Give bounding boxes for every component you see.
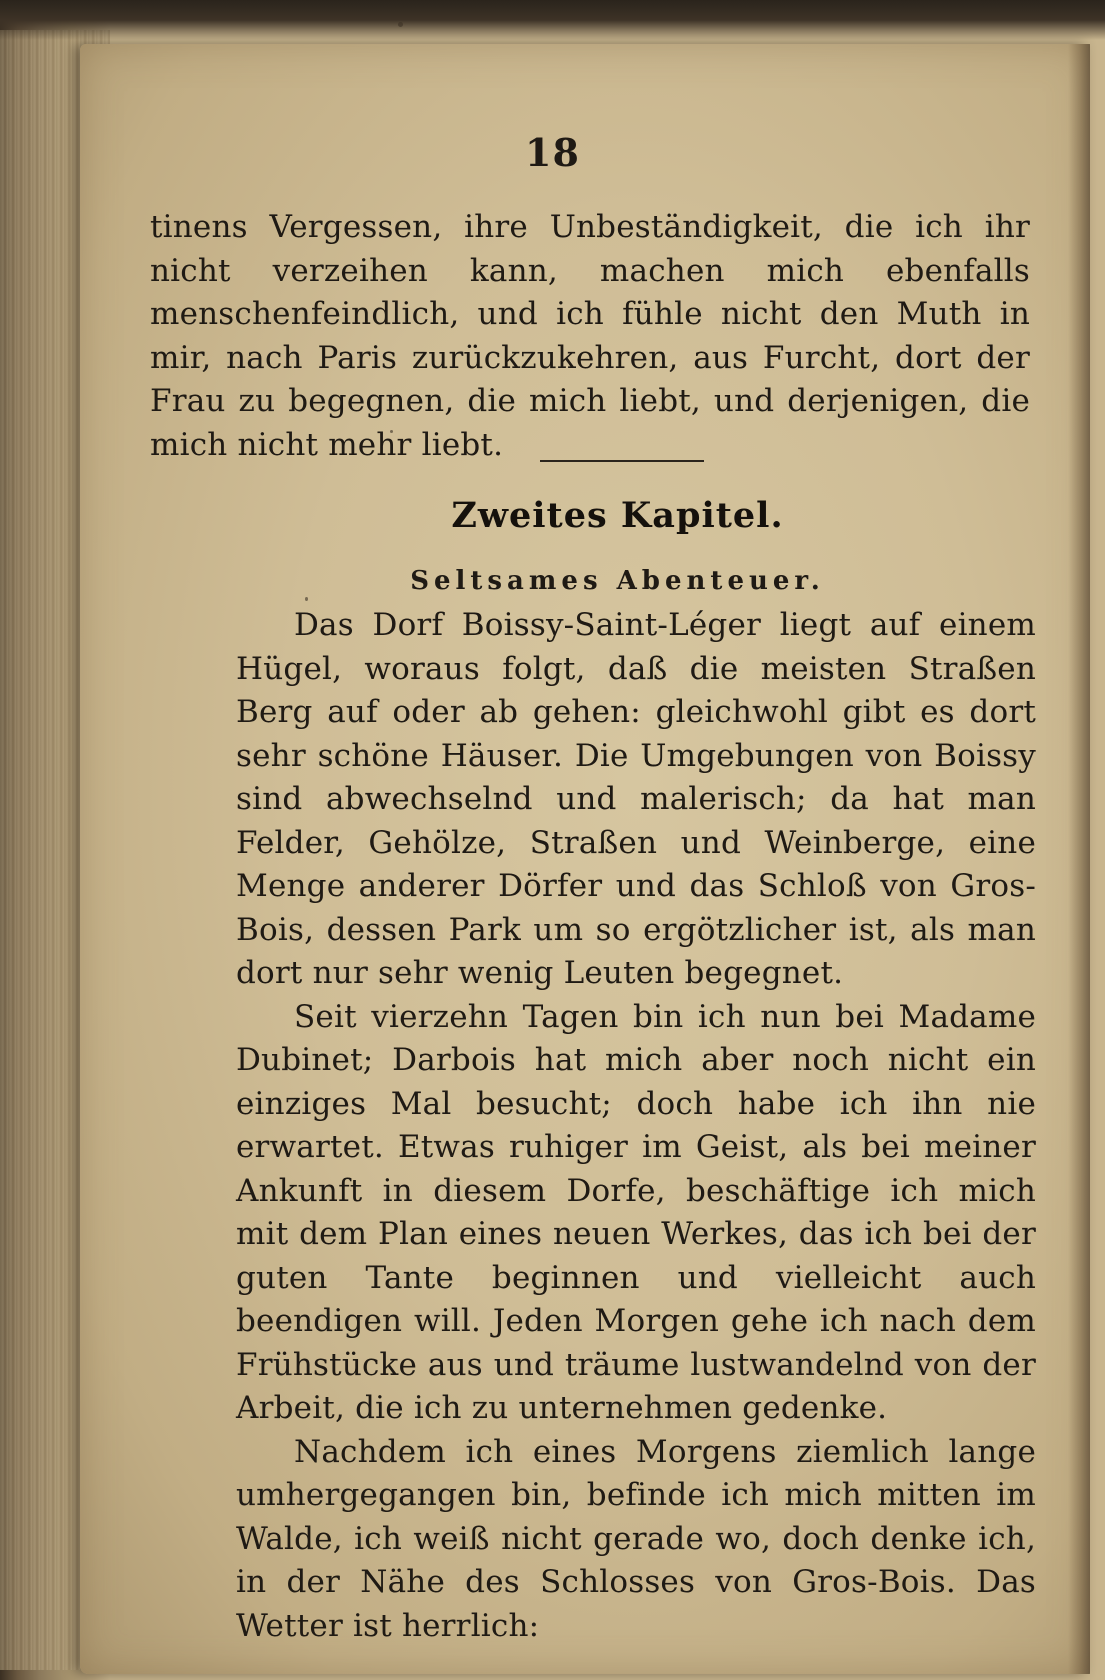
- page-number: 18: [525, 130, 580, 175]
- ink-speck: [398, 22, 403, 27]
- opening-paragraph: tinens Vergessen, ihre Unbeständigkeit, die ich ihr nicht verzeihen kann, machen mich ebenfalls menschenfeindlich, und ich fühle nicht den Muth in mir, nach Paris zurückzukehren, aus Furcht, dort der Frau zu begegnen, die mich liebt, und derjenigen, die mich nicht mehr liebt.: [150, 209, 1030, 463]
- chapter-subtitle: Seltsames Abenteuer.: [410, 566, 825, 596]
- paragraph: Seit vierzehn Tagen bin ich nun bei Madame Dubinet; Darbois hat mich aber noch nicht ein einziges Mal besucht; doch habe ich ihn nie erwartet. Etwas ruhiger im Geist, als bei meiner Ankunft in diesem Dorfe, beschäftige ich mich mit dem Plan eines neuen Werkes, das ich bei der guten Tante beginnen und vielleicht auch beendigen will. Jeden Morgen gehe ich nach dem Frühstücke aus und träume lustwandelnd von der Arbeit, die ich zu unternehmen gedenke.: [236, 998, 1036, 1426]
- top-shadow: [0, 0, 1105, 40]
- chapter-text-block: [236, 604, 1036, 1648]
- page-right-edge: [1068, 44, 1090, 1674]
- chapter-title: Zweites Kapitel.: [451, 495, 784, 536]
- chapter-divider-rule: [540, 460, 704, 462]
- opening-text-block: [150, 206, 1030, 467]
- paragraph: Das Dorf Boissy-Saint-Léger liegt auf einem Hügel, woraus folgt, daß die meisten Straßen Berg auf oder ab gehen: gleichwohl gibt es dort sehr schöne Häuser. Die Umgebungen von Boissy sind abwechselnd und malerisch; da hat man Felder, Gehölze, Straßen und Weinberge, eine Menge anderer Dörfer und das Schloß von Gros-Bois, dessen Park um so ergötzlicher ist, als man dort nur sehr wenig Leuten begegnet.: [236, 607, 1036, 991]
- paragraph: Nachdem ich eines Morgens ziemlich lange umhergegangen bin, befinde ich mich mitten im Walde, ich weiß nicht gerade wo, doch denke ich, in der Nähe des Schlosses von Gros-Bois. Das Wetter ist herrlich:: [236, 1433, 1036, 1644]
- ink-speck: [305, 597, 308, 601]
